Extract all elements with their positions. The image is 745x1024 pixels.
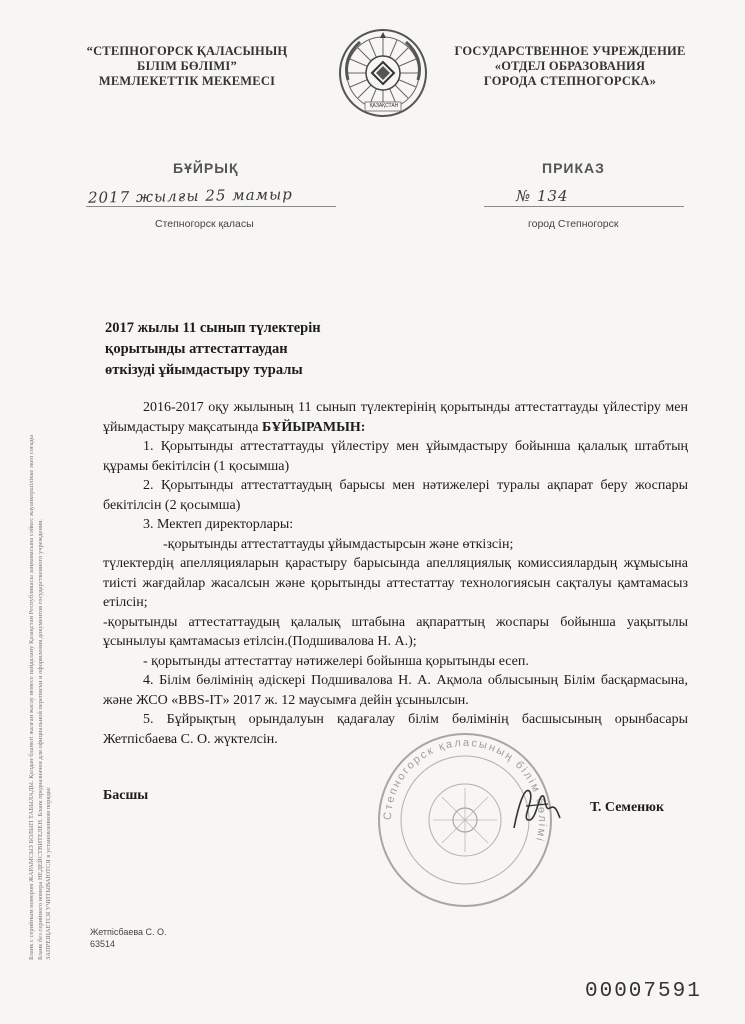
doc-type-kz: БҰЙРЫҚ	[173, 160, 239, 176]
header-right-line: ГОСУДАРСТВЕННОЕ УЧРЕЖДЕНИЕ	[454, 44, 686, 58]
document-title	[105, 318, 405, 381]
body-item-3d: - қорытынды аттестаттау нәтижелері бойынша қорытынды есеп.	[143, 653, 529, 669]
title-line: өткізуді ұйымдастыру туралы	[105, 362, 303, 378]
serial-number: 00007591	[585, 980, 702, 1003]
executor-phone: 63514	[90, 939, 116, 949]
header-left-org	[72, 44, 302, 89]
city-kz: Степногорск қаласы	[155, 218, 254, 230]
doc-type-ru: ПРИКАЗ	[542, 160, 605, 176]
order-word: БҰЙЫРАМЫН:	[262, 419, 366, 435]
date-underline	[86, 206, 336, 207]
stamp-outer-text: Степногорск қаласының білім бөлімі	[381, 736, 549, 845]
executor-info	[90, 926, 167, 950]
side-note-line: ЗАПРЕЩАЕТСЯ УЧИТЫВАЮТСЯ в установленном порядке	[45, 787, 53, 960]
header-right-line: «ОТДЕЛ ОБРАЗОВАНИЯ	[494, 59, 646, 73]
body-intro: 2016-2017 оқу жылының 11 сынып түлектерінің қорытынды аттестаттауды үйлестіру мен ұйымдастыру мақсатында БҰЙЫРАМЫН:	[103, 400, 688, 435]
header-left-line: МЕМЛЕКЕТТІК МЕКЕМЕСІ	[98, 74, 276, 88]
header-left-line: “СТЕПНОГОРСК ҚАЛАСЫНЫҢ	[86, 44, 288, 58]
body-item-3: 3. Мектеп директорлары:	[143, 517, 294, 532]
city-ru: город Степногорск	[528, 218, 619, 230]
side-note-line: Бланк без серийного номера НЕДЕЙСТВИТЕЛЕН. Бланк предназначен для официальной переписки и оформления документов государственного учреждения.	[36, 519, 44, 960]
header-left-line: БІЛІМ БӨЛІМІ”	[137, 59, 237, 73]
executor-name: Жетпісбаева С. О.	[90, 927, 167, 937]
body-item-3a: -қорытынды аттестаттауды ұйымдастырсын және өткізсін;	[163, 536, 514, 552]
handwritten-number: № 134	[516, 187, 569, 205]
number-underline	[484, 206, 684, 207]
side-note-line: Бланк с серийным номером ЖАРАМСЫЗ БОЛЫП ТАБЫЛАДЫ. Қолдан бланкті жалған жасау немесе пайдалану Қазақстан Республикасы заңнамасына сәйкес жауапкершілікке әкеп соғады	[28, 434, 35, 960]
body-item-1: 1. Қорытынды аттестаттауды үйлестіру мен ұйымдастыру бойынша қалалық штабтың құрамы бекітілсін (1 қосымша)	[103, 439, 688, 474]
handwritten-date: 2017 жылғы 25 мамыр	[87, 185, 293, 207]
header-right-org	[445, 44, 695, 89]
title-line: қорытынды аттестаттаудан	[105, 341, 288, 357]
blank-side-note	[28, 400, 98, 960]
body-item-3b: түлектердің апелляцияларын қарастыру барысында апелляциялық комиссиялардың жұмысына тиісті жағдайлар жасалсын және қорытынды аттестаттау технологиясын сақталуы қамтамасыз етілсін;	[103, 556, 688, 610]
emblem-caption: ҚАЗАҚСТАН	[369, 103, 399, 109]
body-item-4: 4. Білім бөлімінің әдіскері Подшивалова Н. А. Ақмола облысының Білім басқармасына, және ЖСО «BBS-IT» 2017 ж. 12 маусымға дейін ұсынылсын.	[103, 673, 688, 708]
title-line: 2017 жылы 11 сынып түлектерін	[105, 320, 321, 336]
signatory-title: Басшы	[103, 788, 149, 803]
document-body	[103, 398, 688, 749]
body-item-3c: -қорытынды аттестаттаудың қалалық штабына ақпараттың жоспары бойынша уақытылы ұсынылуы қамтамасыз етілсін.(Подшивалова Н. А.);	[103, 614, 688, 649]
body-item-2: 2. Қорытынды аттестаттаудың барысы мен нәтижелері туралы ақпарат беру жоспары бекітілсін (2 қосымша)	[103, 478, 688, 513]
body-item-5: 5. Бұйрықтың орындалуын қадағалау білім бөлімінің басшысының орынбасары Жетпісбаева С. О. жүктелсін.	[103, 712, 688, 747]
header-right-line: ГОРОДА СТЕПНОГОРСКА»	[483, 74, 657, 88]
signatory-name: Т. Семенюк	[590, 800, 665, 815]
handwritten-signature-icon	[508, 778, 564, 838]
